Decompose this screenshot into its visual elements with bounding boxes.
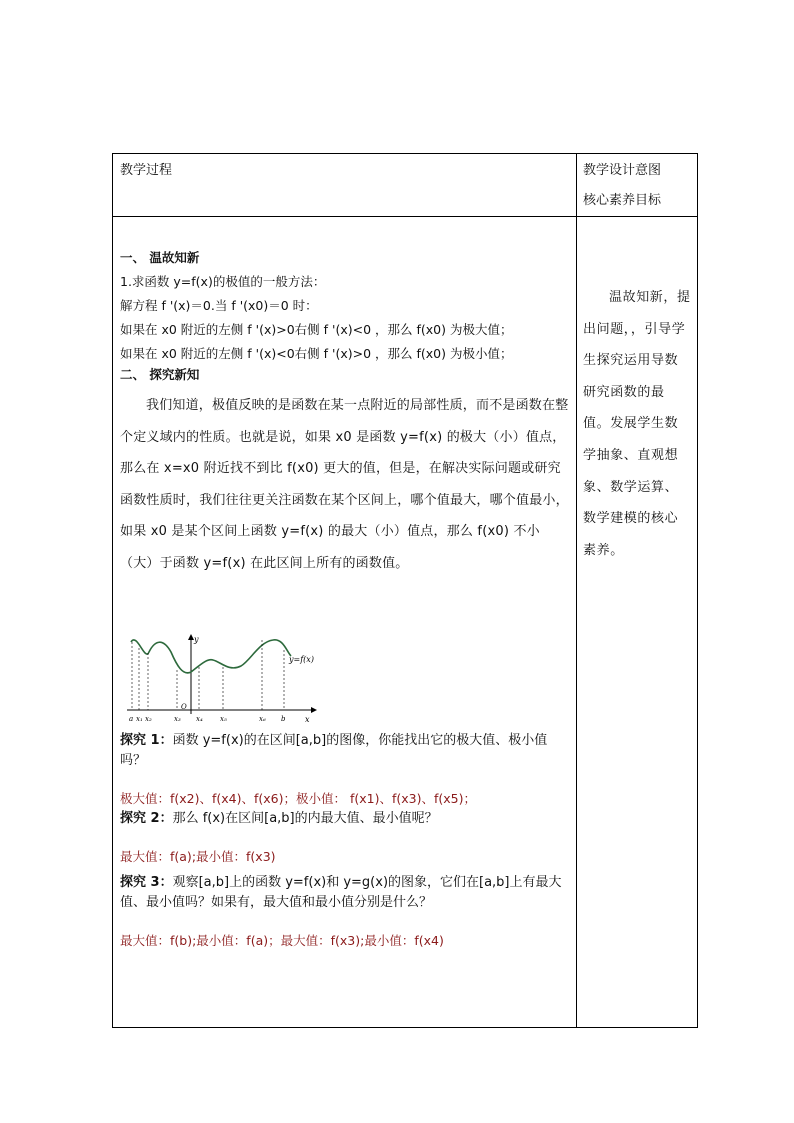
column-divider [576,154,577,1027]
section2-paragraph: 我们知道，极值反映的是函数在某一点附近的局部性质，而不是函数在整个定义域内的性质。也就是说，如果 x0 是函数 y=f(x) 的极大（小）值点，那么在 x=x0 附近找不到比 f(x0) 更大的值，但是，在解决实际问题或研究函数性质时，我们往往更关注函数在某个区间上，哪个值最大，哪个值最小，如果 x0 是某个区间上函数 y=f(x) 的最大（小）值点，那么 f(x0) 不小（大）于函数 y=f(x) 在此区间上所有的函数值。 [120,398,569,571]
explore2-answer: 最大值：f(a);最小值：f(x3) [120,849,276,864]
header-right-line2: 核心素养目标 [583,193,662,208]
section1-line2: 解方程 f '(x)＝0.当 f '(x0)＝0 时： [120,298,318,313]
explore3-answer: 最大值：f(b);最小值：f(a)；最大值：f(x3);最小值：f(x4) [120,933,444,948]
tick-b: b [281,715,286,723]
header-left: 教学过程 [120,163,173,178]
section1-line4: 如果在 x0 附近的左侧 f '(x)<0右侧 f '(x)>0 ，那么 f(x0) 为极小值； [120,346,513,361]
curve-y-f-x [131,640,291,673]
tick-x2: x₂ [145,715,152,723]
explore1-answer: 极大值：f(x2)、f(x4)、f(x6)；极小值： f(x1)、f(x3)、f(x5)； [120,791,477,806]
explore1-question [120,731,570,771]
explore1-text: 函数 y=f(x)的在区间[a,b]的图像，你能找出它的极大值、极小值吗？ [120,733,548,768]
header-divider [113,216,697,217]
explore1-label: 探究 1： [120,733,173,748]
origin-label: O [181,703,187,711]
tick-x1: x₁ [136,715,143,723]
tick-x3: x₃ [174,715,181,723]
explore2-question [120,809,570,829]
explore2-label: 探究 2： [120,811,173,826]
explore2-text: 那么 f(x)在区间[a,b]的内最大值、最小值呢？ [172,811,438,826]
explore-section [120,731,570,951]
section1-line1: 1.求函数 y=f(x)的极值的一般方法： [120,274,326,289]
design-intent-paragraph: 温故知新，提出问题，，引导学生探究运用导数研究函数的最值。发展学生数学抽象、直观想象、数学运算、数学建模的核心素养。 [583,290,691,558]
tick-x4: x₄ [196,715,203,723]
tick-a: a [129,715,134,723]
function-graph [121,632,321,724]
y-axis-label: y [194,635,199,644]
curve-label: y=f(x) [289,655,314,664]
explore3-text: 观察[a,b]上的函数 y=f(x)和 y=g(x)的图象，它们在[a,b]上有最大值、最小值吗？如果有，最大值和最小值分别是什么？ [120,875,562,910]
section2-title: 二、 探究新知 [120,367,200,382]
explore3-label: 探究 3： [120,875,173,890]
design-intent-text [583,282,691,566]
x-axis-label: x [305,715,310,724]
teaching-process-content [120,246,570,579]
header-right-line1: 教学设计意图 [583,163,662,178]
section1-line3: 如果在 x0 附近的左侧 f '(x)>0右侧 f '(x)<0 ，那么 f(x0) 为极大值； [120,322,513,337]
tick-x6: x₆ [259,715,266,723]
lesson-plan-table [112,153,698,1028]
explore3-question [120,873,570,913]
tick-x5: x₅ [220,715,227,723]
section1-title: 一、 温故知新 [120,250,200,265]
x-axis-arrow [311,707,317,713]
